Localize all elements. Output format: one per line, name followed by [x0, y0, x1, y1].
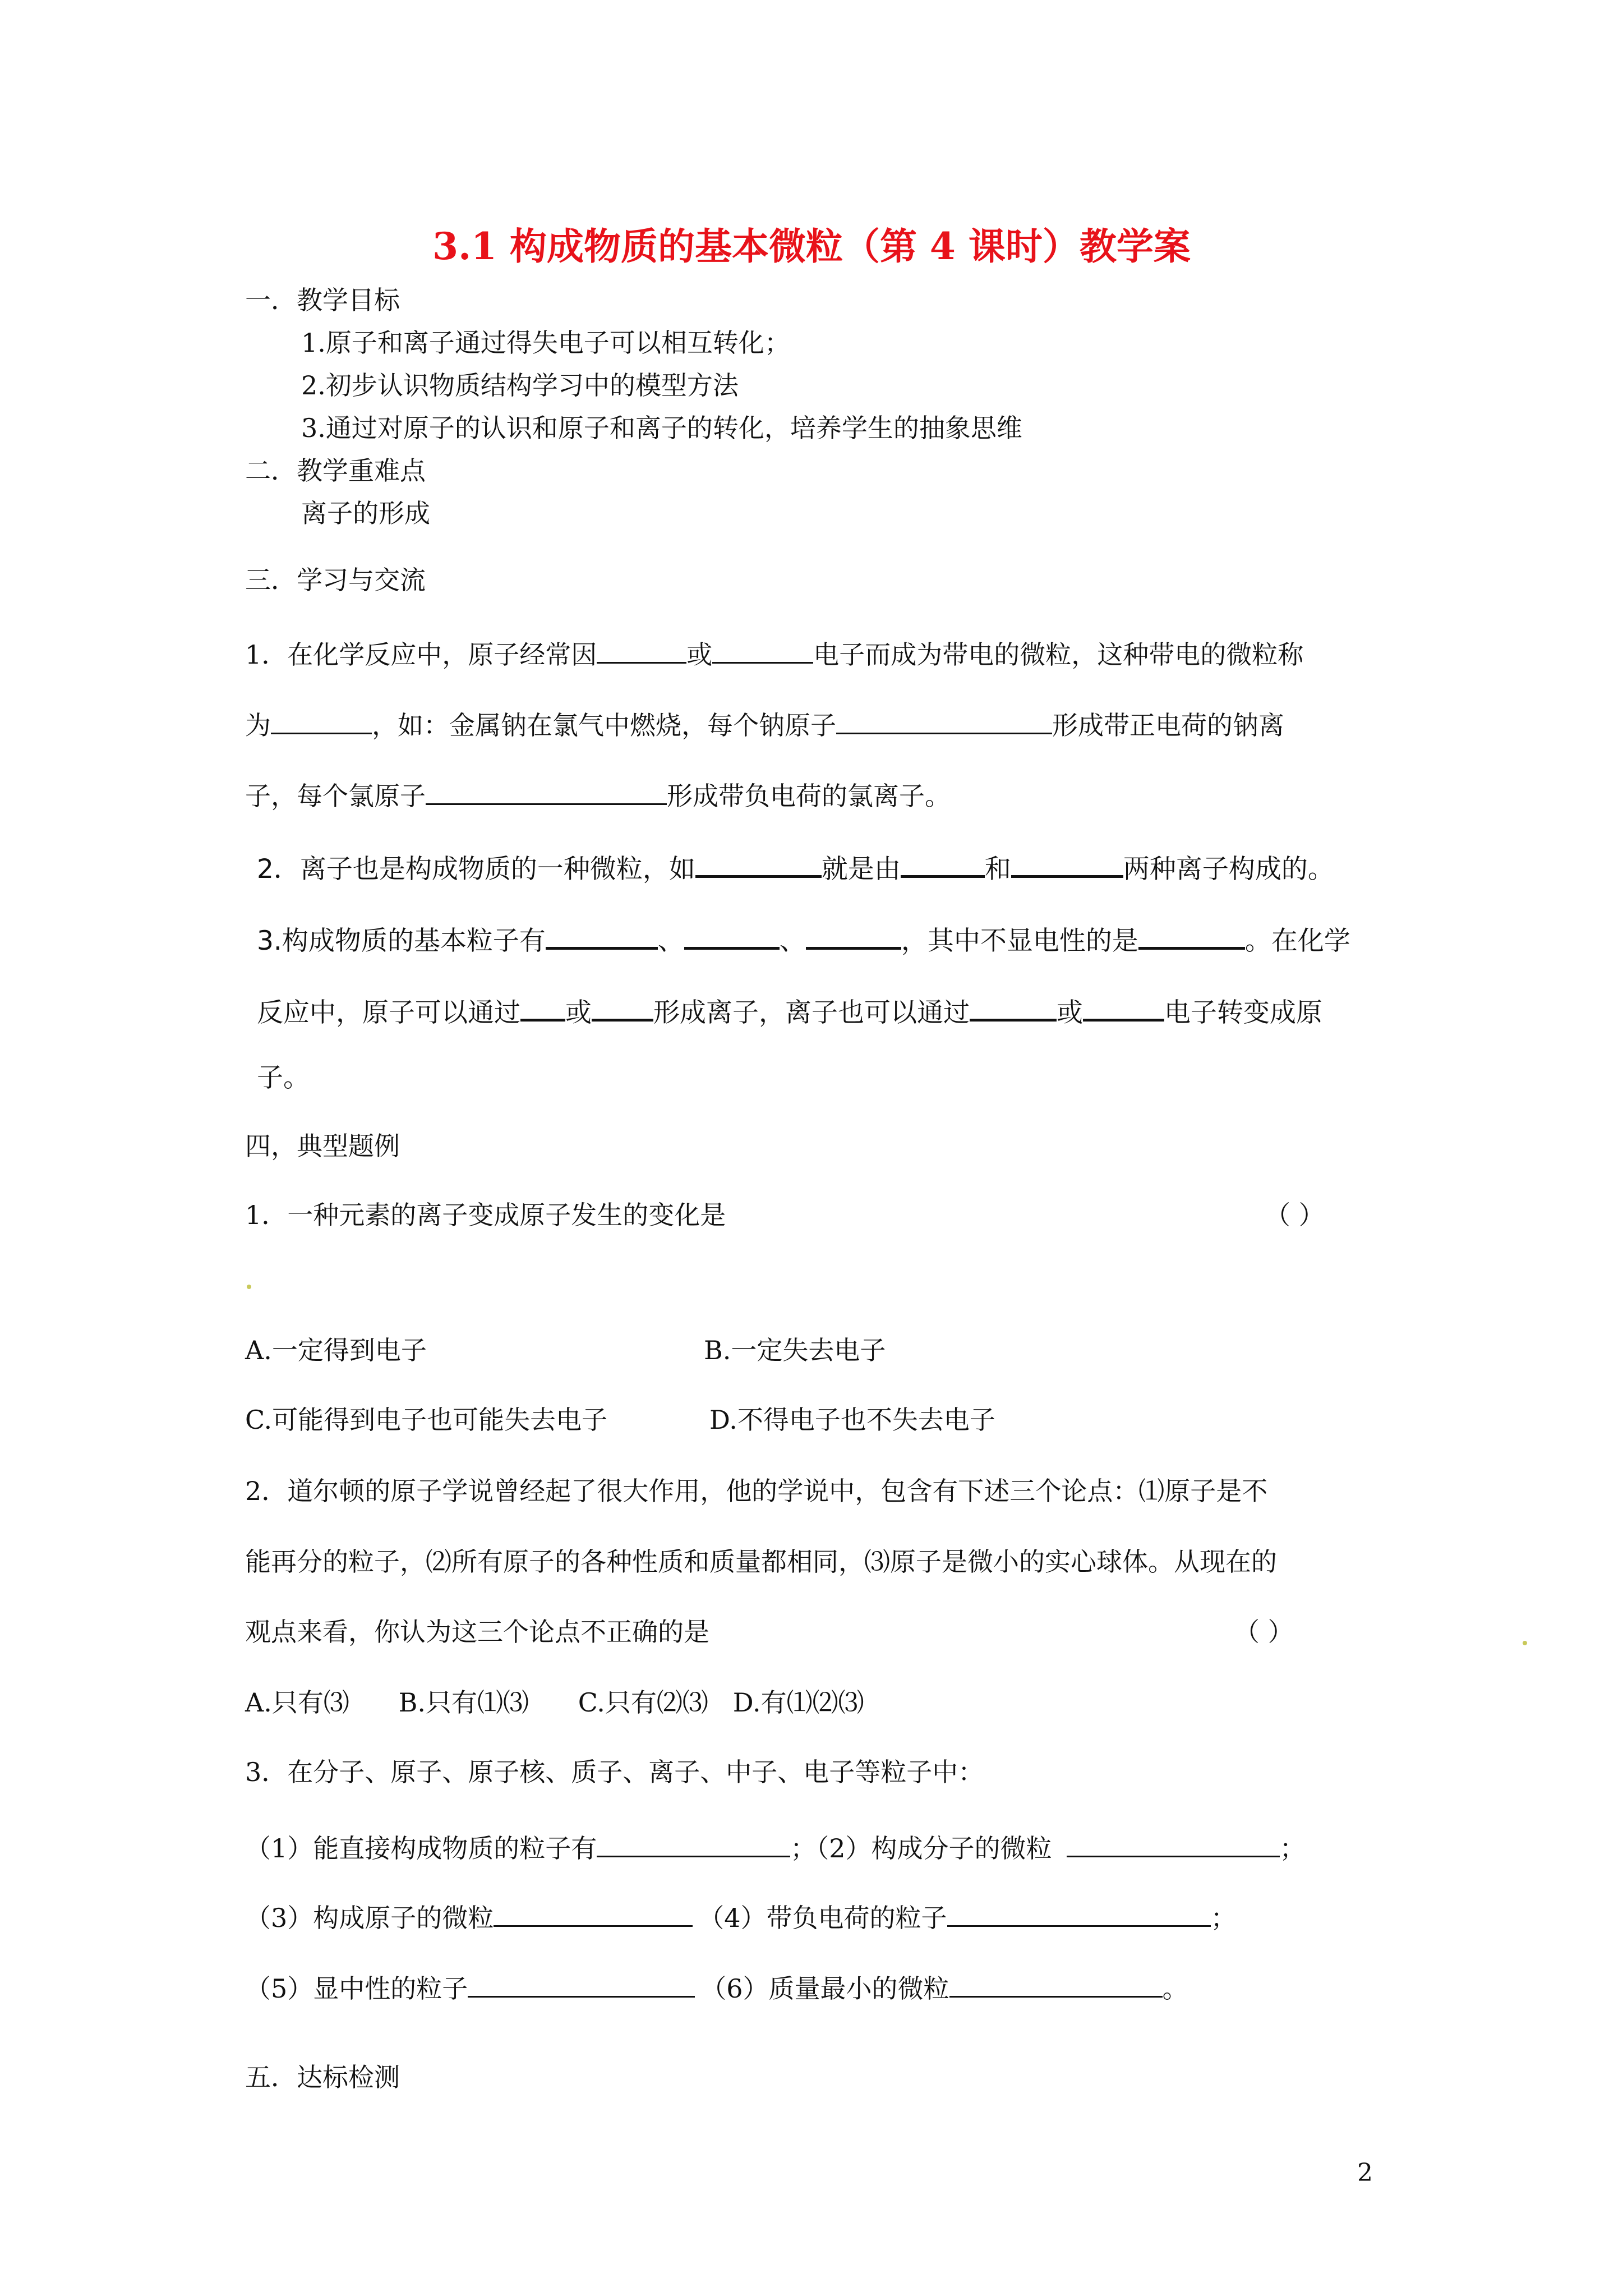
question-text: ，如：金属钠在氯气中燃烧，每个钠原子 [372, 710, 836, 740]
problem-stem: 观点来看，你认为这三个论点不正确的是 [245, 1617, 709, 1647]
answer-blank[interactable] [597, 1830, 790, 1857]
question-text: 1．在化学反应中，原子经常因 [245, 639, 597, 670]
question-line [245, 636, 1303, 668]
question-text: 3.构成物质的基本粒子有 [257, 926, 546, 956]
speck-mark [1523, 1641, 1527, 1645]
question-text: （6）质量最小的微粒 [700, 1973, 949, 2004]
answer-blank[interactable] [271, 707, 372, 734]
problem-options: A.只有⑶ B.只有⑴⑶ C.只有⑵⑶ D.有⑴⑵⑶ [245, 1687, 864, 1718]
page-number: 2 [1357, 2159, 1373, 2187]
question-text: （2）构成分子的微粒 [816, 1833, 1052, 1864]
problem-stem: 3．在分子、原子、原子核、质子、离子、中子、电子等粒子中： [245, 1757, 984, 1787]
option-a: A.一定得到电子 [245, 1335, 427, 1365]
question-text: 。在化学 [1244, 926, 1350, 956]
question-text: （3）构成原子的微粒 [245, 1903, 494, 1933]
question-text: 。 [1162, 1973, 1188, 2004]
question-text: （5）显中性的粒子 [245, 1973, 468, 2004]
answer-blank[interactable] [712, 636, 813, 664]
question-text: 、 [657, 926, 684, 956]
question-text: 电子而成为带电的微粒，这种带电的微粒称 [813, 639, 1304, 670]
answer-blank[interactable] [426, 777, 667, 805]
question-text: 电子转变成原 [1164, 997, 1322, 1028]
answer-blank[interactable] [520, 993, 565, 1022]
question-text: ； [1279, 1833, 1306, 1864]
answer-blank[interactable] [1067, 1830, 1280, 1857]
speck-mark [247, 1285, 251, 1289]
question-line [245, 777, 951, 809]
answer-blank[interactable] [836, 707, 1052, 734]
answer-blank[interactable] [949, 1970, 1163, 1998]
question-text: 形成带正电荷的钠离 [1052, 710, 1284, 740]
option-b: B.一定失去电子 [704, 1335, 886, 1365]
question-text: ； [790, 1833, 817, 1864]
answer-blank[interactable] [1011, 849, 1123, 878]
question-line [245, 1970, 1188, 2004]
question-text: （4）带负电荷的粒子 [698, 1903, 947, 1933]
answer-blank[interactable] [1138, 921, 1245, 950]
question-text: 为 [245, 710, 271, 740]
key-point-content: 离子的形成 [301, 498, 430, 528]
question-text: （1）能直接构成物质的粒子有 [245, 1833, 597, 1864]
answer-bracket[interactable]: （ ） [1265, 1200, 1325, 1230]
answer-blank[interactable] [695, 849, 822, 878]
option-d: D.不得电子也不失去电子 [709, 1405, 995, 1435]
section-heading-key-points: 二．教学重难点 [245, 455, 426, 486]
problem-stem: 1．一种元素的离子变成原子发生的变化是 [245, 1200, 726, 1230]
answer-blank[interactable] [970, 993, 1057, 1022]
question-text: 或 [686, 639, 713, 670]
question-text: 反应中，原子可以通过 [257, 997, 520, 1028]
answer-bracket[interactable]: （ ） [1234, 1617, 1294, 1647]
question-line [245, 1830, 1306, 1864]
question-line [257, 849, 1334, 885]
question-line [245, 1899, 1237, 1931]
section-heading-study: 三．学习与交流 [245, 565, 426, 595]
question-text: 、 [779, 926, 806, 956]
answer-blank[interactable] [597, 636, 686, 664]
answer-blank[interactable] [592, 993, 653, 1022]
question-text: ； [1210, 1903, 1237, 1933]
question-text: 或 [1057, 997, 1083, 1028]
objective-item: 3.通过对原子的认识和原子和离子的转化，培养学生的抽象思维 [301, 413, 1022, 443]
answer-blank[interactable] [1083, 993, 1164, 1022]
question-line [257, 993, 1322, 1026]
answer-blank[interactable] [684, 921, 780, 950]
section-heading-examples: 四，典型题例 [245, 1131, 400, 1161]
problem-stem: 能再分的粒子，⑵所有原子的各种性质和质量都相同，⑶原子是微小的实心球体。从现在的 [245, 1547, 1277, 1577]
section-heading-objectives: 一．教学目标 [245, 285, 400, 315]
answer-blank[interactable] [546, 921, 658, 950]
question-text: 就是由 [821, 854, 901, 885]
question-text: 两种离子构成的。 [1123, 854, 1334, 885]
answer-blank[interactable] [468, 1970, 695, 1998]
answer-blank[interactable] [494, 1899, 693, 1927]
question-text: 形成带负电荷的氯离子。 [667, 781, 951, 811]
problem-stem: 2．道尔顿的原子学说曾经起了很大作用，他的学说中，包含有下述三个论点：⑴原子是不 [245, 1476, 1268, 1506]
section-heading-assessment: 五．达标检测 [245, 2062, 400, 2092]
answer-blank[interactable] [947, 1899, 1211, 1927]
objective-item: 1.原子和离子通过得失电子可以相互转化； [301, 328, 790, 358]
question-text: 2．离子也是构成物质的一种微粒，如 [257, 854, 695, 885]
option-c: C.可能得到电子也可能失去电子 [245, 1405, 608, 1435]
answer-blank[interactable] [806, 921, 901, 950]
question-text: 和 [984, 854, 1011, 885]
question-text: 或 [565, 997, 592, 1028]
answer-blank[interactable] [901, 849, 985, 878]
question-text: 子，每个氯原子 [245, 781, 426, 811]
objective-item: 2.初步认识物质结构学习中的模型方法 [301, 370, 739, 401]
question-line [245, 707, 1284, 738]
question-text: ，其中不显电性的是 [901, 926, 1138, 956]
page-title: 3.1 构成物质的基本微粒（第 4 课时）教学案 [432, 224, 1191, 268]
question-line: 子。 [257, 1062, 310, 1093]
question-line [257, 921, 1350, 954]
question-text: 形成离子，离子也可以通过 [653, 997, 970, 1028]
